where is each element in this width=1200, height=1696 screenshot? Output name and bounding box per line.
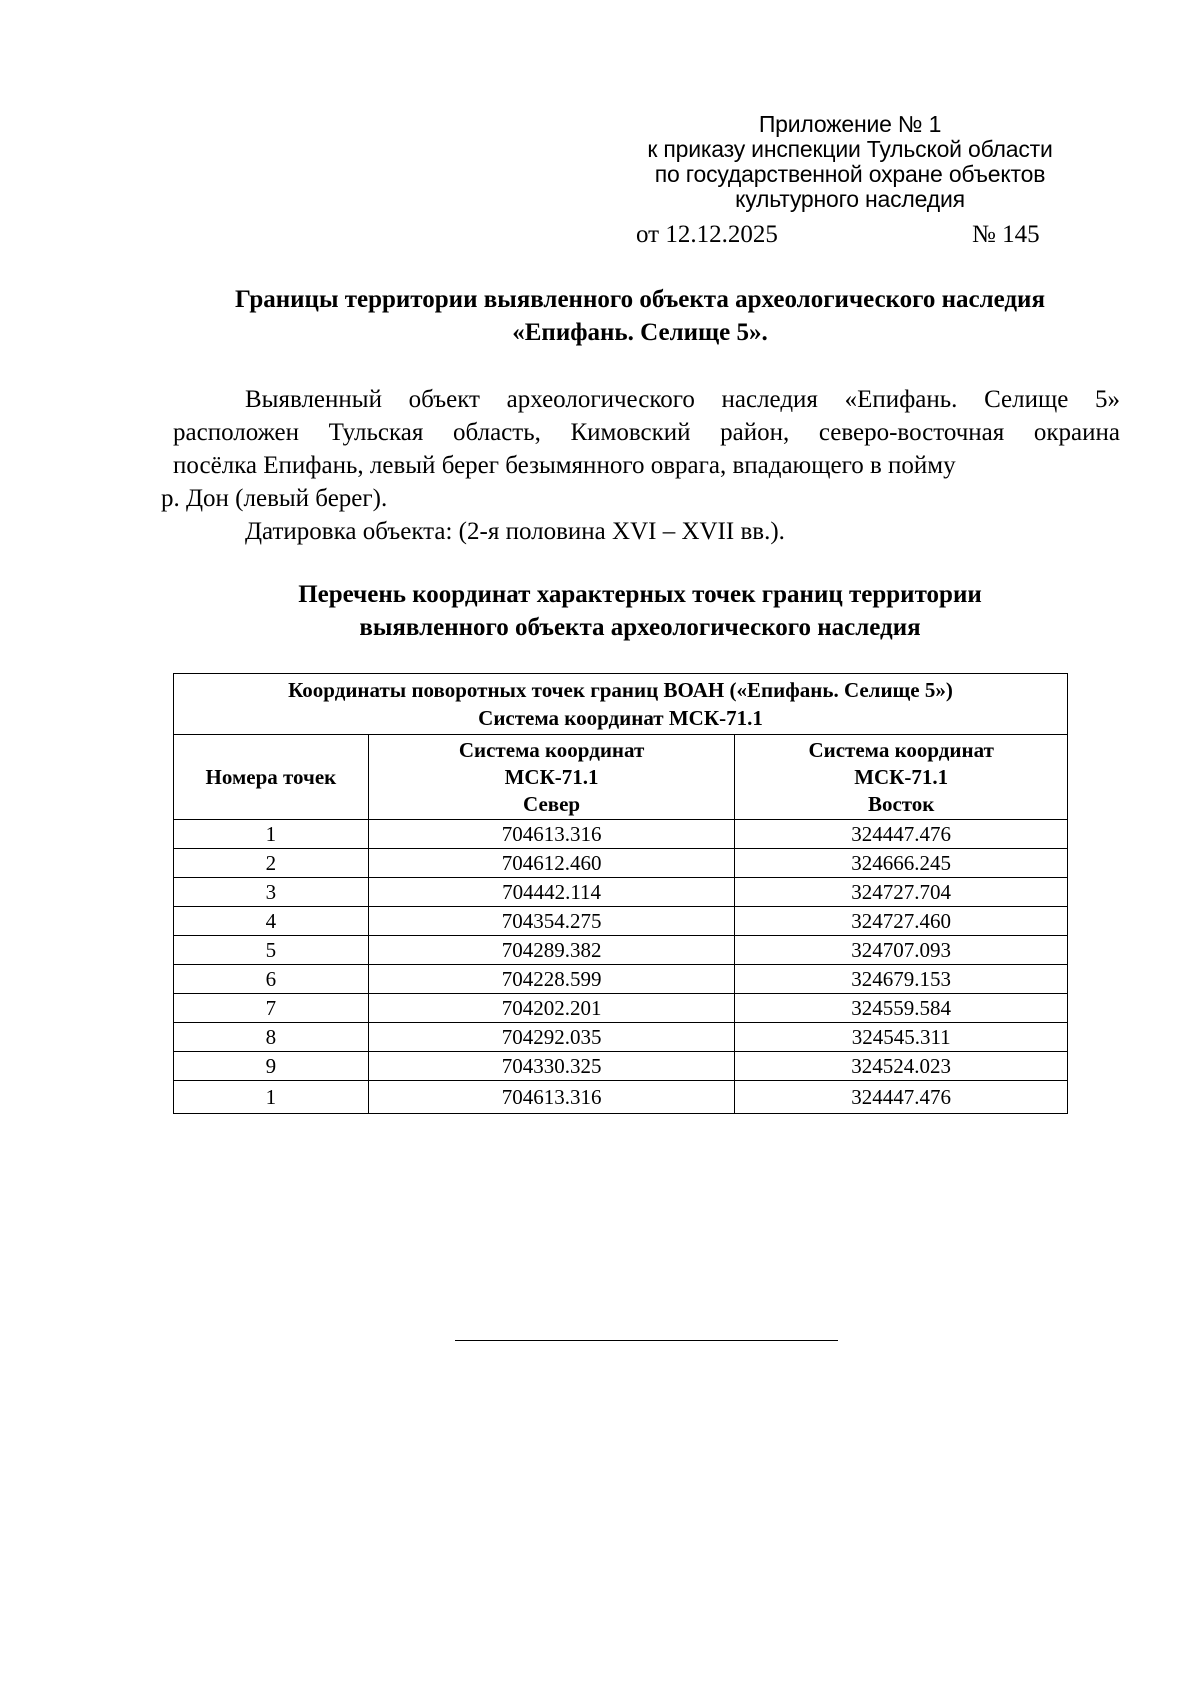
north-coordinate-cell: 704202.201 (368, 994, 735, 1023)
appendix-number: Приложение № 1 (758, 111, 942, 137)
table-row (174, 907, 1068, 936)
east-coordinate-cell: 324666.245 (735, 849, 1068, 878)
east-coordinate-cell: 324727.460 (735, 907, 1068, 936)
table-row (174, 994, 1068, 1023)
document-title-line2: «Епифань. Селище 5». (512, 319, 768, 346)
point-number-cell: 6 (174, 965, 369, 994)
end-divider (455, 1340, 838, 1341)
north-coordinate-cell: 704354.275 (368, 907, 735, 936)
column-header-points-label: Номера точек (205, 764, 337, 789)
document-title-line1: Границы территории выявленного объекта археологического наследия (235, 286, 1045, 313)
table-caption-line1: Координаты поворотных точек границ ВОАН («Епифань. Селище 5») (288, 678, 953, 702)
table-row (174, 849, 1068, 878)
appendix-authority: по государственной охране объектов (654, 161, 1046, 187)
table-row (174, 1023, 1068, 1052)
east-coordinate-cell: 324707.093 (735, 936, 1068, 965)
north-coordinate-cell: 704289.382 (368, 936, 735, 965)
table-row (174, 936, 1068, 965)
table-row (174, 820, 1068, 849)
east-coordinate-cell: 324447.476 (735, 1081, 1068, 1114)
east-coordinate-cell: 324679.153 (735, 965, 1068, 994)
north-coordinate-cell: 704613.316 (368, 820, 735, 849)
column-header-north-line1: Система координат (458, 737, 645, 762)
column-header-east-line2: МСК-71.1 (854, 764, 949, 789)
east-coordinate-cell: 324727.704 (735, 878, 1068, 907)
east-coordinate-cell: 324524.023 (735, 1052, 1068, 1081)
table-row (174, 1081, 1068, 1114)
description-line3: посёлка Епифань, левый берег безымянного оврага, впадающего в пойму (173, 452, 956, 479)
north-coordinate-cell: 704228.599 (368, 965, 735, 994)
appendix-order-ref: к приказу инспекции Тульской области (647, 136, 1053, 162)
point-number-cell: 9 (174, 1052, 369, 1081)
coordinates-list-title (160, 578, 1120, 644)
north-coordinate-cell: 704442.114 (368, 878, 735, 907)
table-row (174, 1052, 1068, 1081)
column-header-north-line2: МСК-71.1 (504, 764, 599, 789)
point-number-cell: 8 (174, 1023, 369, 1052)
point-number-cell: 1 (174, 1081, 369, 1114)
description-text (161, 383, 1120, 548)
column-header-north-line3: Север (523, 791, 581, 816)
north-coordinate-cell: 704612.460 (368, 849, 735, 878)
east-coordinate-cell: 324447.476 (735, 820, 1068, 849)
coordinates-list-title-line1: Перечень координат характерных точек границ территории (298, 581, 982, 608)
coordinates-table (173, 673, 1068, 1114)
dating-text: Датировка объекта: (2-я половина XVI – XVII вв.). (245, 518, 785, 545)
point-number-cell: 1 (174, 820, 369, 849)
document-title (160, 283, 1120, 349)
column-header-east-line3: Восток (867, 791, 935, 816)
order-date: от 12.12.2025 (636, 221, 778, 248)
coordinates-list-title-line2: выявленного объекта археологического наследия (359, 614, 921, 641)
description-line2: расположен Тульская область, Кимовский район, северо-восточная окраина (173, 419, 1120, 446)
description-line4: р. Дон (левый берег). (161, 485, 388, 512)
point-number-cell: 7 (174, 994, 369, 1023)
column-header-north (368, 735, 735, 820)
order-number: № 145 (972, 221, 1040, 248)
east-coordinate-cell: 324545.311 (735, 1023, 1068, 1052)
north-coordinate-cell: 704292.035 (368, 1023, 735, 1052)
point-number-cell: 3 (174, 878, 369, 907)
north-coordinate-cell: 704613.316 (368, 1081, 735, 1114)
table-caption-line2: Система координат МСК-71.1 (478, 706, 763, 730)
appendix-authority-cont: культурного наследия (735, 186, 965, 212)
east-coordinate-cell: 324559.584 (735, 994, 1068, 1023)
column-header-points (174, 735, 369, 820)
column-header-east (735, 735, 1068, 820)
table-row (174, 878, 1068, 907)
north-coordinate-cell: 704330.325 (368, 1052, 735, 1081)
point-number-cell: 2 (174, 849, 369, 878)
table-row (174, 965, 1068, 994)
appendix-header (600, 112, 1100, 212)
description-line1: Выявленный объект археологического наследия «Епифань. Селище 5» (245, 386, 1120, 413)
table-caption (174, 674, 1068, 735)
column-header-east-line1: Система координат (808, 737, 994, 762)
point-number-cell: 5 (174, 936, 369, 965)
point-number-cell: 4 (174, 907, 369, 936)
